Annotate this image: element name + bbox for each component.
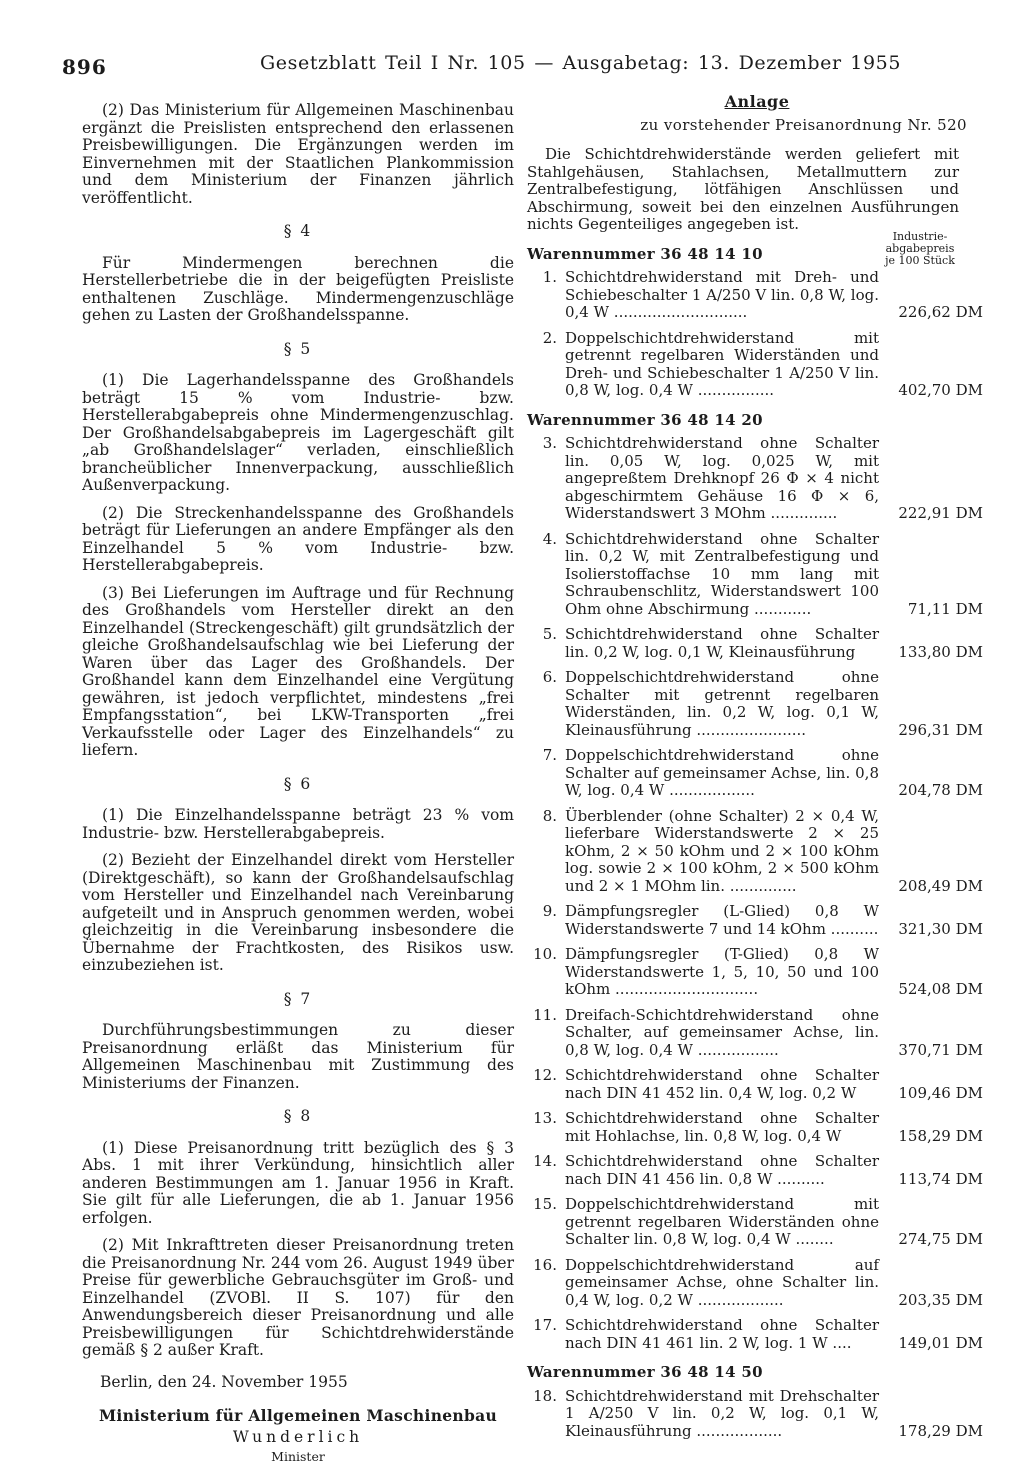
item-description: Schichtdrehwiderstand ohne Schalter lin. 0,05 W, log. 0,025 W, mit angepreßtem Drehknopf 26 Φ × 4 nicht abgeschirmtem Gehäuse 16 Φ × 6, Widerstandswert 3 MOhm ..............: [565, 434, 879, 522]
item-number: 9.: [542, 902, 557, 920]
item-description: Schichtdrehwiderstand ohne Schalter lin. 0,2 W, mit Zentralbefestigung und Isolierstoffachse 10 mm lang mit Schraubenschlitz, Widerstandswert 100 Ohm ohne Abschirmung ............: [565, 529, 879, 618]
item-number: 17.: [533, 1316, 557, 1334]
item-price: 208,49 DM: [898, 876, 983, 895]
signer-name: Wunderlich: [232, 1427, 364, 1446]
paragraph-s8-2: (2) Mit Inkrafttreten dieser Preisanordnung treten die Preisanordnung Nr. 244 vom 26. August 1949 über Preise für gewerbliche Gebrauchsgüter im Groß- und Einzelhandel (ZVOBl. II S. 107) für den Anwendungsbereich dieser Preisanordnung und alle Preisbewilligungen für Schichtdrehwiderstände gemäß § 2 außer Kraft.: [82, 1236, 514, 1359]
item-price: 149,01 DM: [898, 1333, 983, 1352]
item-number: 5.: [542, 625, 557, 643]
price-list-item: [527, 1196, 987, 1249]
place-date: Berlin, den 24. November 1955: [100, 1372, 348, 1391]
item-description: Dämpfungsregler (L-Glied) 0,8 W Widerstandswerte 7 und 14 kOhm ..........: [565, 902, 879, 938]
price-list-item: [527, 808, 987, 896]
price-list-item: [527, 1388, 987, 1441]
price-list-item: [527, 1257, 987, 1310]
item-description: Doppelschichtdrehwiderstand mit getrennt regelbaren Widerständen ohne Schalter lin. 0,8 W, log. 0,4 W ........: [565, 1195, 879, 1248]
left-column: [82, 102, 514, 1466]
item-number: 1.: [542, 268, 557, 286]
paragraph-s5-3: (3) Bei Lieferungen im Auftrage und für Rechnung des Großhandels vom Hersteller direkt an den Einzelhandel (Streckengeschäft) gilt grundsätzlich der gleiche Großhandelsaufschlag wie bei Lieferung der Waren über das Lager des Großhandels. Der Großhandel kann dem Einzelhandel eine Vergütung gewähren, ist jedoch verpflichtet, mindestens „frei Empfangsstation“, bei LKW-Transporten „frei Verkaufsstelle oder Lager des Einzelhandels“ zu liefern.: [82, 583, 514, 759]
annex-subtitle: zu vorstehender Preisanordnung Nr. 520: [640, 115, 967, 134]
price-list-item: [527, 1153, 987, 1188]
ministry-name: Ministerium für Allgemeinen Maschinenbau: [98, 1406, 498, 1425]
item-number: 6.: [542, 668, 557, 686]
price-list-item: [527, 1007, 987, 1060]
header-title: Gesetzblatt Teil I Nr. 105 — Ausgabetag: 13. Dezember 1955: [260, 52, 902, 74]
section-heading-5: § 5: [283, 339, 313, 358]
item-description: Schichtdrehwiderstand mit Drehschalter 1 A/250 V lin. 0,2 W, log. 0,1 W, Kleinausführung ..................: [565, 1386, 879, 1440]
paragraph-s6-1: (1) Die Einzelhandelsspanne beträgt 23 % vom Industrie- bzw. Herstellerabgabepreis.: [82, 806, 514, 842]
price-list-item: [527, 747, 987, 800]
section-heading-6: § 6: [283, 774, 313, 793]
paragraph-s5-1: (1) Die Lagerhandelsspanne des Großhandels beträgt 15 % vom Industrie- bzw. Herstellerabgabepreis ohne Mindermengenzuschlag. Der Großhandelsabgabepreis im Lagergeschäft gilt „ab Großhandelslager“ verladen, einschließlich brancheüblicher Innenverpackung, ausschließlich Außenverpackung.: [82, 371, 514, 494]
price-list-item: [527, 1067, 987, 1102]
item-number: 4.: [542, 529, 557, 548]
right-column: [527, 93, 987, 1448]
item-number: 3.: [542, 434, 557, 452]
paragraph-s8-1: (1) Diese Preisanordnung tritt bezüglich des § 3 Abs. 1 mit ihrer Verkündung, hinsichtlich aller anderen Bestimmungen am 1. Januar 1956 in Kraft. Sie gilt für alle Lieferungen, die ab 1. Januar 1956 erfolgen.: [82, 1138, 514, 1227]
price-heading-line-2: abgabepreis: [885, 242, 955, 255]
page-number: 896: [62, 55, 107, 79]
item-number: 14.: [533, 1152, 557, 1170]
item-price: 370,71 DM: [898, 1040, 983, 1059]
item-description: Dämpfungsregler (T-Glied) 0,8 W Widerstandswerte 1, 5, 10, 50 und 100 kOhm ..............................: [565, 945, 879, 998]
annex-title: Anlage: [724, 92, 790, 111]
section-heading-8: § 8: [283, 1107, 313, 1125]
price-heading-line-3: je 100 Stück: [885, 254, 955, 267]
paragraph-s4: Für Mindermengen berechnen die Herstellerbetriebe die in der beigefügten Preisliste enthaltenen Zuschläge. Mindermengenzuschläge gehen zu Lasten der Großhandelsspanne.: [82, 253, 514, 324]
item-price: 524,08 DM: [898, 980, 983, 998]
item-description: Schichtdrehwiderstand ohne Schalter nach DIN 41 461 lin. 2 W, log. 1 W ....: [565, 1316, 879, 1352]
item-number: 16.: [533, 1255, 557, 1274]
price-list-item: [527, 669, 987, 739]
price-column-heading: [877, 231, 963, 267]
price-list-item: [527, 1317, 987, 1352]
item-price: 402,70 DM: [898, 381, 983, 399]
price-list-item: [527, 626, 987, 661]
price-list-item: [527, 531, 987, 619]
item-description: Schichtdrehwiderstand ohne Schalter nach DIN 41 456 lin. 0,8 W ..........: [565, 1152, 879, 1188]
item-price: 203,35 DM: [898, 1290, 983, 1309]
item-price: 321,30 DM: [898, 919, 983, 938]
price-heading-line-1: Industrie-: [892, 230, 948, 243]
section-heading-7: § 7: [283, 989, 313, 1008]
item-price: 204,78 DM: [898, 781, 983, 799]
item-description: Schichtdrehwiderstand ohne Schalter lin. 0,2 W, log. 0,1 W, Kleinausführung: [565, 625, 879, 661]
item-number: 11.: [533, 1005, 557, 1024]
paragraph-s7: Durchführungsbestimmungen zu dieser Preisanordnung erläßt das Ministerium für Allgemeinen Maschinenbau mit Zustimmung des Ministeriums der Finanzen.: [82, 1021, 514, 1092]
item-description: Doppelschichtdrehwiderstand ohne Schalter auf gemeinsamer Achse, lin. 0,8 W, log. 0,4 W ..................: [565, 746, 879, 799]
item-number: 2.: [542, 328, 557, 347]
article-number-heading: Warennummer 36 48 14 10: [527, 244, 763, 263]
item-number: 8.: [542, 806, 557, 825]
item-price: 222,91 DM: [898, 504, 983, 522]
item-price: 113,74 DM: [898, 1169, 983, 1188]
item-description: Schichtdrehwiderstand mit Dreh- und Schiebeschalter 1 A/250 V lin. 0,8 W, log. 0,4 W ............................: [565, 268, 879, 321]
item-price: 296,31 DM: [898, 720, 983, 739]
section-heading-4: § 4: [283, 222, 313, 240]
item-number: 10.: [533, 945, 557, 963]
price-list-item: [527, 330, 987, 400]
price-list-item: [527, 946, 987, 999]
item-description: Doppelschichtdrehwiderstand ohne Schalter mit getrennt regelbaren Widerständen, lin. 0,2 W, log. 0,1 W, Kleinausführung .......................: [565, 668, 879, 739]
paragraph-s6-2: (2) Bezieht der Einzelhandel direkt vom Hersteller (Direktgeschäft), so kann der Großhandelsaufschlag vom Hersteller und Einzelhandel nach Vereinbarung aufgeteilt und in Anspruch genommen werden, wobei gleichzeitig in die Vereinbarung insbesondere die Übernahme der Frachtkosten, des Risikos usw. einzubeziehen ist.: [82, 851, 514, 974]
item-number: 12.: [533, 1066, 557, 1084]
item-price: 71,11 DM: [907, 599, 983, 618]
price-list-item: [527, 1110, 987, 1145]
item-number: 7.: [542, 746, 557, 764]
item-price: 226,62 DM: [898, 303, 983, 321]
item-price: 178,29 DM: [898, 1421, 983, 1440]
price-list-item: [527, 269, 987, 322]
price-list: [527, 246, 987, 1441]
item-description: Doppelschichtdrehwiderstand auf gemeinsamer Achse, ohne Schalter lin. 0,4 W, log. 0,2 W ..................: [565, 1255, 879, 1309]
paragraph-ministry-supplement: (2) Das Ministerium für Allgemeinen Maschinenbau ergänzt die Preislisten entsprechend den erlassenen Preisbewilligungen. Die Ergänzungen werden im Einvernehmen mit der Staatlichen Plankommission und dem Ministerium der Finanzen jährlich veröffentlicht.: [82, 101, 514, 207]
item-description: Überblender (ohne Schalter) 2 × 0,4 W, lieferbare Widerstandswerte 2 × 25 kOhm, 2 × 50 kOhm und 2 × 100 kOhm log. sowie 2 × 100 kOhm, 2 × 500 kOhm und 2 × 1 MOhm lin. ..............: [565, 806, 879, 895]
price-list-item: [527, 435, 987, 523]
item-number: 18.: [533, 1386, 557, 1405]
item-price: 109,46 DM: [898, 1083, 983, 1102]
signer-title: Minister: [271, 1449, 325, 1464]
item-description: Doppelschichtdrehwiderstand mit getrennt regelbaren Widerständen und Dreh- und Schiebeschalter 1 A/250 V lin. 0,8 W, log. 0,4 W ................: [565, 328, 879, 399]
item-price: 158,29 DM: [898, 1126, 983, 1145]
article-number-heading: Warennummer 36 48 14 20: [527, 410, 763, 429]
page-header: [60, 50, 990, 86]
item-description: Dreifach-Schichtdrehwiderstand ohne Schalter, auf gemeinsamer Achse, lin. 0,8 W, log. 0,4 W .................: [565, 1005, 879, 1059]
price-list-item: [527, 903, 987, 938]
item-price: 133,80 DM: [898, 642, 983, 661]
annex-intro: Die Schichtdrehwiderstände werden geliefert mit Stahlgehäusen, Stahlachsen, Metallmuttern zur Zentralbefestigung, lötfähigen Anschlüssen und Abschirmung, soweit bei den einzelnen Ausführungen nichts Gegenteiliges angegeben ist.: [527, 145, 959, 233]
item-price: 274,75 DM: [898, 1230, 983, 1248]
item-description: Schichtdrehwiderstand ohne Schalter nach DIN 41 452 lin. 0,4 W, log. 0,2 W: [565, 1066, 879, 1102]
item-number: 15.: [533, 1195, 557, 1213]
item-number: 13.: [533, 1109, 557, 1127]
article-number-heading: Warennummer 36 48 14 50: [527, 1363, 763, 1381]
paragraph-s5-2: (2) Die Streckenhandelsspanne des Großhandels beträgt für Lieferungen an andere Empfänger als den Einzelhandel 5 % vom Industrie- bzw. Herstellerabgabepreis.: [82, 503, 514, 574]
item-description: Schichtdrehwiderstand ohne Schalter mit Hohlachse, lin. 0,8 W, log. 0,4 W: [565, 1109, 879, 1145]
